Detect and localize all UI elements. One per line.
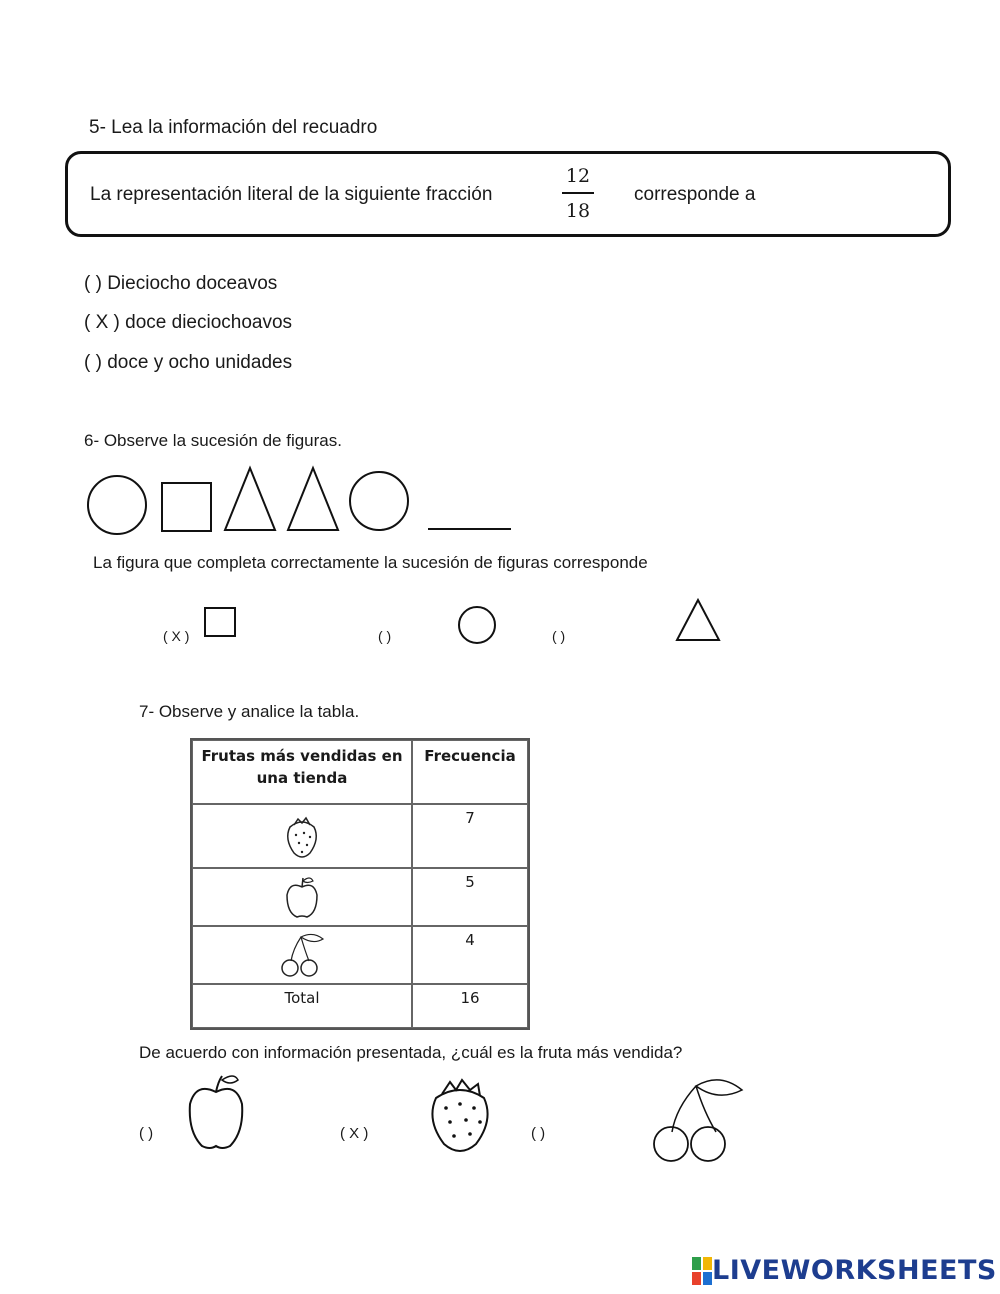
table-total-row [192, 984, 528, 1028]
table-header-row [192, 740, 528, 804]
fraction-bar [562, 192, 594, 194]
shape-sequence [80, 465, 520, 540]
triangle-icon [225, 468, 275, 530]
triangle-icon [288, 468, 338, 530]
circle-icon [88, 476, 146, 534]
apple-icon[interactable] [184, 1070, 248, 1152]
question-7-title: 7- Observe y analice la tabla. [139, 702, 360, 721]
q6-answer-2-mark[interactable]: ( ) [378, 628, 392, 644]
table-row [192, 868, 528, 926]
question-7-prompt: De acuerdo con información presentada, ¿cuál es la fruta más vendida? [139, 1043, 683, 1062]
question-6-subtitle: La figura que completa correctamente la sucesión de figuras corresponde [93, 553, 648, 572]
question-6-title: 6- Observe la sucesión de figuras. [84, 431, 342, 450]
apple-frequency: 5 [412, 868, 528, 926]
q7-answer-2-mark[interactable]: ( X ) [340, 1125, 369, 1142]
strawberry-icon[interactable] [424, 1074, 496, 1158]
cherry-icon [277, 931, 327, 979]
question-5-title: 5- Lea la información del recuadro [89, 117, 378, 138]
strawberry-frequency: 7 [412, 804, 528, 868]
liveworksheets-logo-icon [692, 1257, 712, 1285]
cherry-icon[interactable] [648, 1074, 748, 1166]
q5-option-1[interactable]: ( ) Dieciocho doceavos [84, 273, 278, 294]
q6-answer-1-mark[interactable]: ( X ) [163, 628, 190, 644]
header-frequency: Frecuencia [412, 740, 528, 804]
apple-icon [282, 873, 322, 921]
circle-icon [350, 472, 408, 530]
circle-icon[interactable] [456, 604, 498, 646]
table-row [192, 804, 528, 868]
info-box-text: La representación literal de la siguiente fracción [90, 184, 493, 205]
info-box-text-end: corresponde a [634, 184, 756, 205]
q7-answer-1-mark[interactable]: ( ) [139, 1125, 154, 1142]
q6-answer-3-mark[interactable]: ( ) [552, 628, 566, 644]
total-label: Total [192, 984, 412, 1028]
square-icon [162, 483, 211, 531]
q5-option-2[interactable]: ( X ) doce dieciochoavos [84, 312, 293, 333]
cherry-frequency: 4 [412, 926, 528, 984]
fraction [562, 164, 594, 223]
total-value: 16 [412, 984, 528, 1028]
q7-answer-3-mark[interactable]: ( ) [531, 1125, 546, 1142]
brand-name: LIVEWORKSHEETS [712, 1255, 997, 1286]
frequency-table [190, 738, 530, 1030]
header-fruits: Frutas más vendidas en una tienda [192, 740, 412, 804]
triangle-icon[interactable] [674, 597, 722, 643]
table-row [192, 926, 528, 984]
liveworksheets-logo [692, 1255, 997, 1286]
square-icon[interactable] [203, 606, 237, 638]
fraction-denominator: 18 [565, 200, 591, 222]
strawberry-icon [282, 813, 322, 861]
fraction-numerator: 12 [565, 165, 591, 187]
q5-option-3[interactable]: ( ) doce y ocho unidades [84, 352, 293, 373]
